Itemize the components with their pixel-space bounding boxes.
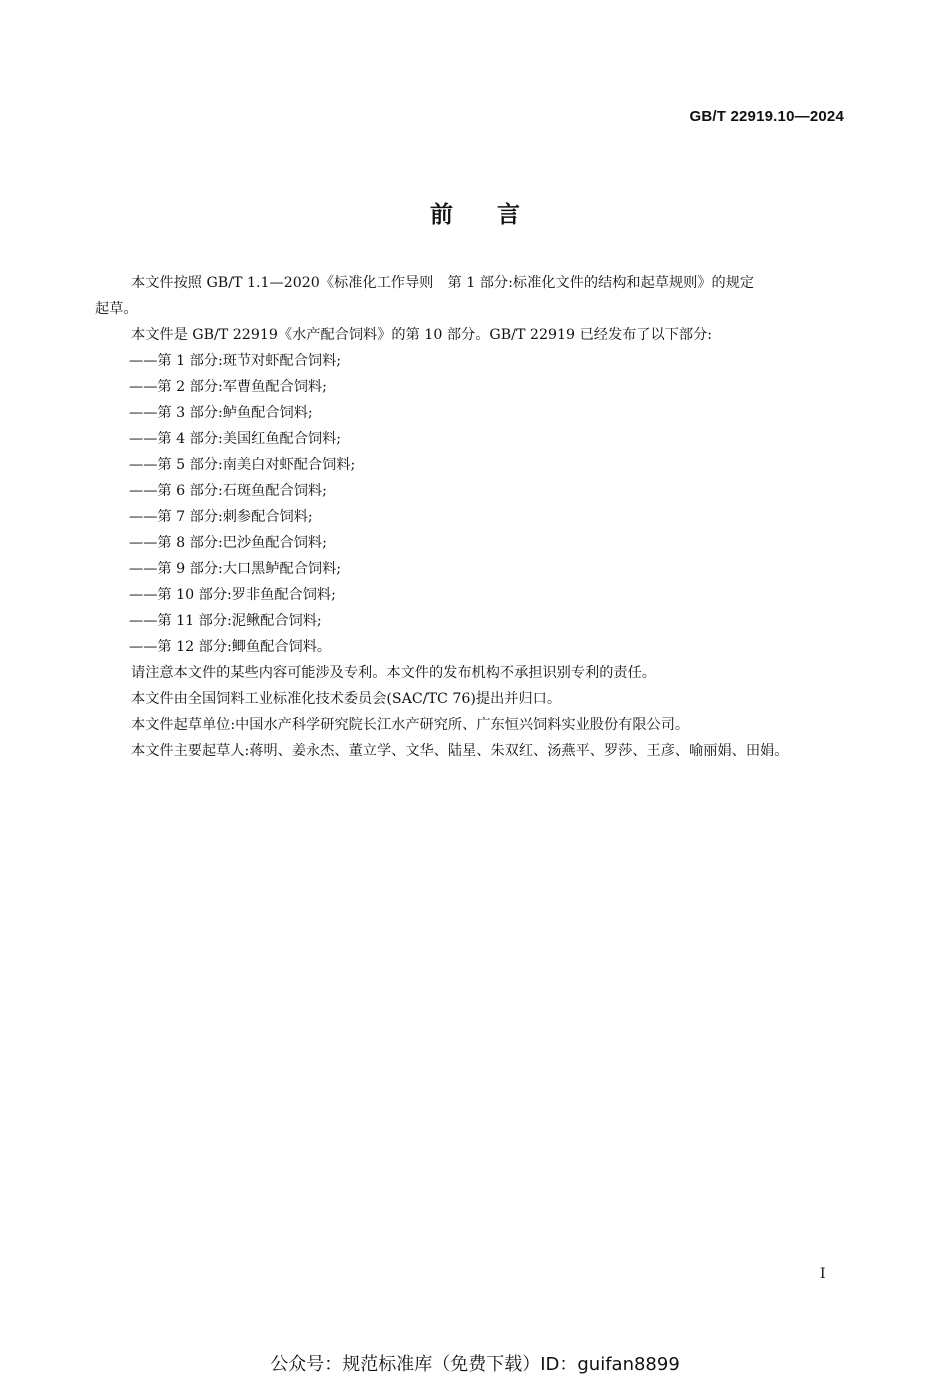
- intro-line-1: 本文件按照 GB/T 1.1—2020《标准化工作导则 第 1 部分:标准化文件的结构和起草规则》的规定: [131, 275, 755, 291]
- page-title: 前言: [430, 202, 564, 228]
- main-drafters: 本文件主要起草人:蒋明、姜永杰、董立学、文华、陆星、朱双红、汤燕平、罗莎、王彦、喻丽娟、田娟。: [131, 743, 789, 759]
- intro-line-2: 起草。: [95, 301, 138, 317]
- part-list-item: ——第 3 部分:鲈鱼配合饲料;: [129, 405, 313, 421]
- part-list-item: ——第 12 部分:鲫鱼配合饲料。: [129, 639, 332, 655]
- drafting-units: 本文件起草单位:中国水产科学研究院长江水产研究所、广东恒兴饲料实业股份有限公司。: [131, 717, 690, 733]
- patent-notice: 请注意本文件的某些内容可能涉及专利。本文件的发布机构不承担识别专利的责任。: [131, 665, 656, 681]
- proposer-statement: 本文件由全国饲料工业标准化技术委员会(SAC/TC 76)提出并归口。: [131, 691, 562, 707]
- part-list-item: ——第 1 部分:斑节对虾配合饲料;: [129, 353, 342, 369]
- page-number: I: [820, 1266, 826, 1282]
- part-list-item: ——第 10 部分:罗非鱼配合饲料;: [129, 587, 336, 603]
- part-list-item: ——第 9 部分:大口黑鲈配合饲料;: [129, 561, 342, 577]
- footer-banner: 公众号：规范标准库（免费下载）ID：guifan8899: [270, 1354, 680, 1375]
- document-body: [95, 270, 855, 764]
- intro-line-3: 本文件是 GB/T 22919《水产配合饲料》的第 10 部分。GB/T 22919 已经发布了以下部分:: [131, 327, 713, 343]
- part-list-item: ——第 2 部分:军曹鱼配合饲料;: [129, 379, 327, 395]
- part-list-item: ——第 11 部分:泥鳅配合饲料;: [129, 613, 322, 629]
- part-list-item: ——第 8 部分:巴沙鱼配合饲料;: [129, 535, 327, 551]
- part-list-item: ——第 4 部分:美国红鱼配合饲料;: [129, 431, 342, 447]
- part-list-item: ——第 5 部分:南美白对虾配合饲料;: [129, 457, 356, 473]
- part-list-item: ——第 6 部分:石斑鱼配合饲料;: [129, 483, 327, 499]
- part-list-item: ——第 7 部分:刺参配合饲料;: [129, 509, 313, 525]
- standard-number: GB/T 22919.10—2024: [689, 108, 844, 125]
